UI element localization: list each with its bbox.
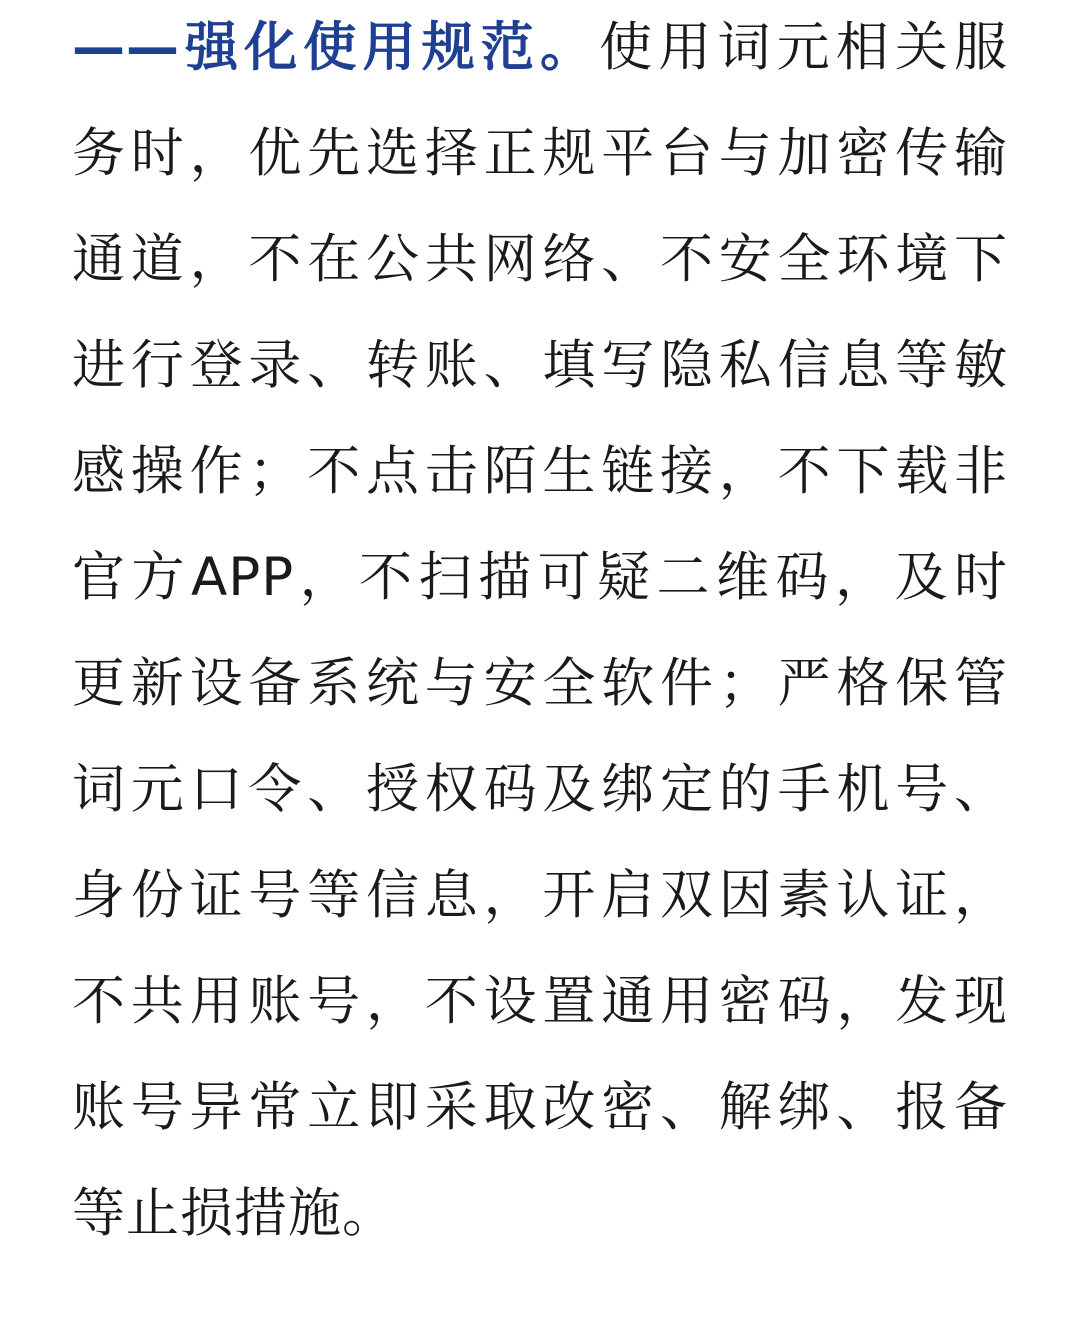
paragraph-line-11: 账号异常立即采取改密、解绑、报备 — [72, 1077, 1008, 1138]
section-heading: ——强化使用规范。 — [72, 17, 600, 78]
paragraph-line-8: 词元口令、授权码及绑定的手机号、 — [72, 759, 1008, 820]
paragraph-line-4: 进行登录、转账、填写隐私信息等敏 — [72, 335, 1008, 396]
paragraph-line-12: 等止损措施。 — [72, 1183, 396, 1244]
paragraph-line-6: 官方APP，不扫描可疑二维码，及时 — [72, 547, 1008, 608]
line-text: 使用词元相关服 — [599, 17, 1009, 78]
paragraph-line-1 — [72, 8, 1008, 88]
paragraph-line-3: 通道，不在公共网络、不安全环境下 — [72, 229, 1008, 290]
paragraph-line-9: 身份证号等信息，开启双因素认证， — [72, 865, 1008, 926]
paragraph-line-10: 不共用账号，不设置通用密码，发现 — [72, 971, 1008, 1032]
paragraph-line-2: 务时，优先选择正规平台与加密传输 — [72, 123, 1008, 184]
paragraph-line-7: 更新设备系统与安全软件；严格保管 — [72, 653, 1008, 714]
paragraph-line-5: 感操作；不点击陌生链接，不下载非 — [72, 441, 1008, 502]
